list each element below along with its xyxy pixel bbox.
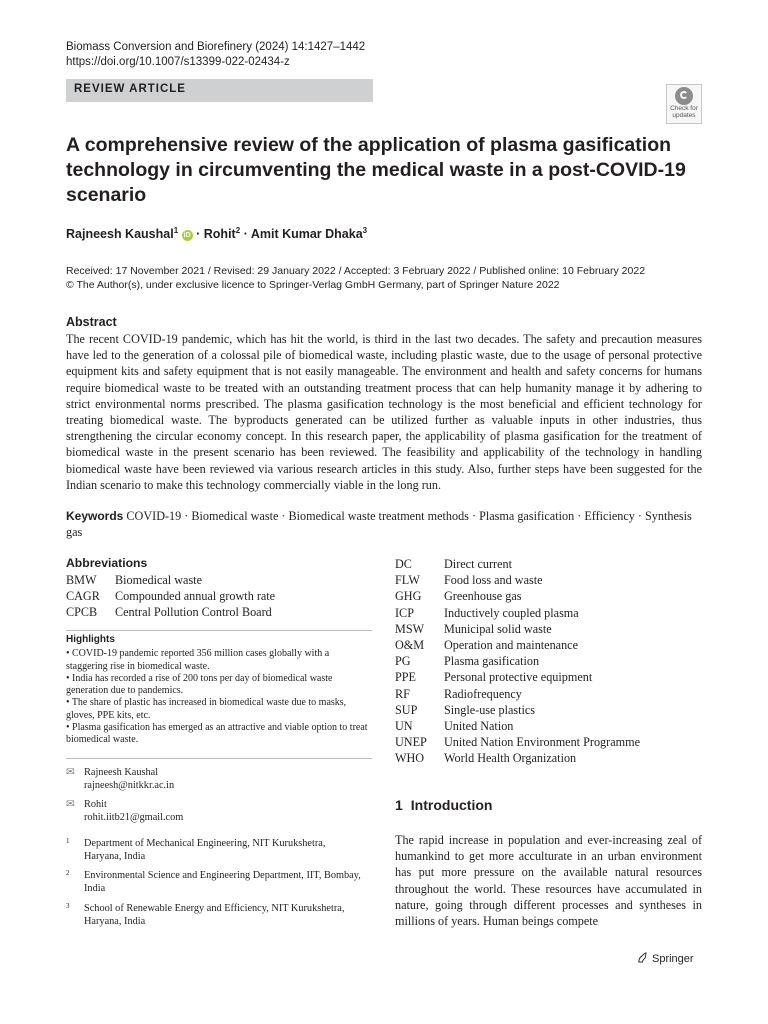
introduction-text: The rapid increase in population and ever-increasing zeal of humankind to get more acculturate in an urban environment has put more pressure on the available natural resources throughout the world. These resources have accumulated in nature, going through different processes and syntheses in millions of years. Human beings compete (395, 833, 702, 929)
abbreviation-row (66, 572, 275, 588)
abbreviation-definition: Compounded annual growth rate (115, 589, 276, 604)
affiliation-text: Environmental Science and Engineering Department, IIT, Bombay, India (84, 870, 361, 894)
envelope-icon: ✉ (66, 799, 75, 810)
abbreviation: BMW (66, 573, 97, 587)
abbreviations-list-left (66, 572, 275, 621)
introduction-heading (395, 797, 492, 813)
abbreviation-row (395, 734, 640, 750)
author-affiliation-mark: 3 (362, 226, 368, 235)
contact-email[interactable]: rajneesh@nitkkr.ac.in (84, 780, 175, 791)
abbreviation-definition: World Health Organization (444, 751, 577, 766)
corresponding-author-contact (66, 767, 175, 791)
abbreviation-row (66, 588, 275, 604)
abbreviation: O&M (395, 637, 425, 652)
abbreviation-definition: Inductively coupled plasma (444, 605, 579, 620)
abbreviation-row (395, 556, 640, 572)
author-affiliation-mark: 2 (235, 226, 241, 235)
orcid-icon[interactable]: iD (183, 232, 191, 240)
abstract-heading: Abstract (66, 315, 117, 329)
author-name[interactable]: Rajneesh Kaushal (66, 227, 174, 242)
abbreviation-definition: Single-use plastics (444, 702, 536, 717)
author-separator: · (243, 227, 248, 242)
abbreviation: PG (395, 654, 411, 669)
check-updates-line1: Check for (670, 105, 698, 112)
abbreviations-list-right (395, 556, 640, 766)
highlight-item: • India has recorded a rise of 200 tons per day of biomedical waste generation due to pandemics. (66, 672, 333, 697)
publication-history (66, 265, 645, 292)
abbreviation: WHO (395, 751, 425, 766)
abbreviation-definition: Radiofrequency (444, 686, 522, 701)
abbreviation-row (66, 604, 275, 620)
contact-name: Rohit (84, 799, 107, 810)
section-number: 1 (395, 797, 403, 813)
highlights-heading: Highlights (66, 634, 115, 645)
doi-link[interactable]: https://doi.org/10.1007/s13399-022-02434-z (66, 55, 290, 68)
author-separator: · (196, 227, 201, 242)
abbreviation: FLW (395, 573, 420, 588)
section-title: Introduction (410, 797, 493, 813)
abbreviation-row (395, 702, 640, 718)
corresponding-author-contact (66, 799, 184, 823)
abbreviation: MSW (395, 621, 425, 636)
affiliation-text: Department of Mechanical Engineering, NIT Kurukshetra, Haryana, India (84, 838, 326, 862)
abbreviation: ICP (395, 605, 414, 620)
copyright-line: © The Author(s), under exclusive licence to Springer-Verlag GmbH Germany, part of Springer Nature 2022 (66, 278, 560, 291)
abbreviation-definition: Plasma gasification (444, 654, 540, 669)
abbreviation: CAGR (66, 589, 100, 604)
article-type-bar (66, 79, 373, 102)
envelope-icon: ✉ (66, 767, 75, 778)
highlights-divider (66, 630, 372, 631)
abbreviation-definition: Greenhouse gas (444, 589, 522, 604)
abbreviation-definition: Municipal solid waste (444, 621, 552, 636)
abbreviation: UNEP (395, 735, 427, 750)
article-title: A comprehensive review of the application of plasma gasification technology in circumventing the medical waste in a post-COVID-19 scenario (66, 134, 686, 206)
abbreviation: PPE (395, 670, 417, 685)
abbreviation: GHG (395, 589, 422, 604)
publisher-footer (637, 952, 694, 965)
abbreviation-row (395, 572, 640, 588)
check-for-updates-badge[interactable] (666, 84, 702, 124)
abbreviation-definition: United Nation Environment Programme (444, 735, 640, 750)
highlight-item: • The share of plastic has increased in biomedical waste due to masks, gloves, PPE kits, etc. (66, 697, 347, 721)
abbreviation-row (395, 669, 640, 685)
affiliation-number: 3 (66, 902, 70, 910)
footnote-divider (66, 758, 372, 759)
abbreviation-row (395, 621, 640, 637)
journal-citation: Biomass Conversion and Biorefinery (2024) 14:1427–1442 (66, 41, 366, 53)
publisher-name: Springer (652, 953, 694, 965)
springer-horse-icon (637, 952, 648, 963)
abbreviation: UN (395, 718, 413, 733)
affiliation-number: 1 (66, 837, 70, 845)
author-name[interactable]: Amit Kumar Dhaka (250, 227, 363, 242)
journal-header (66, 40, 365, 69)
abbreviation-row (395, 686, 640, 702)
author-affiliation-mark: 1 (173, 226, 179, 235)
date-history: Received: 17 November 2021 / Revised: 29 January 2022 / Accepted: 3 February 2022 / Published online: 10 February 2022 (66, 265, 646, 277)
abbreviation-definition: Biomedical waste (115, 573, 202, 587)
abbreviation-row (395, 750, 640, 766)
highlights-box (66, 634, 372, 747)
contact-email[interactable]: rohit.iitb21@gmail.com (84, 812, 184, 823)
abbreviation-definition: Central Pollution Control Board (115, 605, 272, 620)
abbreviation-row (395, 637, 640, 653)
keywords-label: Keywords (66, 509, 124, 523)
abbreviation: RF (395, 686, 410, 701)
abbreviation-definition: Direct current (444, 557, 513, 571)
check-updates-icon (675, 87, 693, 105)
abbreviation-definition: United Nation (444, 718, 514, 733)
abbreviation: CPCB (66, 605, 98, 620)
check-updates-line2: updates (672, 112, 696, 119)
keywords-text: COVID-19 · Biomedical waste · Biomedical waste treatment methods · Plasma gasification · Efficiency · Synthesis gas (66, 509, 692, 540)
keywords-block (66, 508, 702, 540)
abbreviation-definition: Food loss and waste (444, 573, 543, 588)
highlight-item: • COVID-19 pandemic reported 356 million cases globally with a staggering rise in biomedical waste. (66, 648, 330, 672)
abbreviation-definition: Personal protective equipment (444, 670, 593, 685)
abbreviation-row (395, 588, 640, 604)
highlight-item: • Plasma gasification has emerged as an attractive and viable option to treat biomedical waste. (66, 722, 368, 746)
affiliation-text: School of Renewable Energy and Efficiency, NIT Kurukshetra, Haryana, India (84, 903, 345, 927)
contact-name: Rajneesh Kaushal (84, 767, 159, 778)
abbreviation-definition: Operation and maintenance (444, 637, 579, 652)
author-name[interactable]: Rohit (203, 227, 236, 242)
article-type-label: REVIEW ARTICLE (74, 83, 186, 95)
affiliation-number: 2 (66, 869, 70, 877)
abbreviation: DC (395, 557, 412, 571)
abbreviations-heading: Abbreviations (66, 556, 148, 570)
abbreviation-row (395, 605, 640, 621)
abbreviation: SUP (395, 702, 418, 717)
abbreviation-row (395, 653, 640, 669)
abstract-text: The recent COVID-19 pandemic, which has hit the world, is third in the last two decades. The safety and precaution measures have led to the generation of a colossal pile of biomedical waste, including plastic waste, due to the usage of personal protective equipment kits and safety equipment that is not easily manageable. The environment and health and safety concerns for humans require biomedical waste to be treated with an outstanding treatment process that can help humanity manage it by adhering to strict environmental norms prescribed. The plasma gasification technology is the most beneficial and efficient technology for treating biomedical waste. The byproducts generated can be utilized further as valuable inputs in other industries, thus strengthening the circular economy concept. In this research paper, the applicability of plasma gasification for the treatment of biomedical waste in the present scenario has been reviewed. The feasibility and applicability of the technology in handling biomedical waste have been reviewed via various research articles in this study. Also, further steps have been suggested for the Indian scenario to make this technology commercially viable in the long run. (66, 332, 702, 492)
abbreviation-row (395, 718, 640, 734)
author-list (66, 226, 367, 241)
